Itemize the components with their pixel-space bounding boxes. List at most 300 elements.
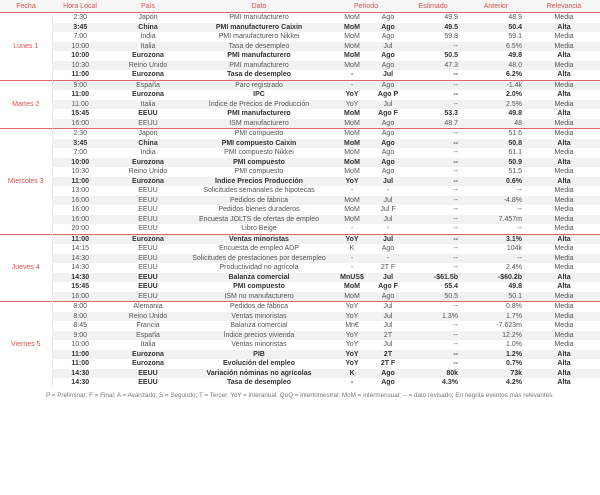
cell-estimado: -- <box>402 254 464 264</box>
cell-unidad: YoY <box>345 360 359 367</box>
cell-pais: Eurozona <box>132 360 164 367</box>
table-row <box>0 282 600 292</box>
cell-unidad: - <box>330 80 374 90</box>
cell-estimado: -- <box>402 139 464 149</box>
cell-dato: PMI manufacturero Nikkei <box>218 33 300 40</box>
cell-pais: EEUU <box>108 254 188 264</box>
cell-anterior: 2.0% <box>506 91 523 98</box>
cell-anterior: 6.5% <box>464 42 528 52</box>
cell-unidad: MoM <box>330 119 374 129</box>
cell-relevancia: Media <box>528 292 600 302</box>
cell-pais: EEUU <box>108 196 188 206</box>
day-label: Lunes 1 <box>0 13 52 81</box>
cell-hora: 10:00 <box>52 42 108 52</box>
cell-estimado: -- <box>402 350 464 360</box>
cell-hora: 9:00 <box>52 331 108 341</box>
cell-relevancia: Media <box>528 254 600 264</box>
cell-unidad: YoY <box>330 100 374 110</box>
cell-hora: 8:45 <box>73 322 88 329</box>
cell-hora: 14:30 <box>71 379 90 386</box>
cell-anterior: 1.0% <box>506 341 523 348</box>
cell-anterior: 59.1 <box>508 33 523 40</box>
cell-estimado: -- <box>453 71 459 78</box>
cell-relevancia: Media <box>554 33 574 40</box>
cell-hora: 16:00 <box>52 119 108 129</box>
cell-periodo: Jul <box>374 215 402 225</box>
table-row <box>0 119 600 129</box>
cell-relevancia: Alta <box>528 158 600 168</box>
cell-anterior: 104k <box>506 245 523 252</box>
cell-unidad: YoY <box>330 350 374 360</box>
cell-estimado: 4.3% <box>442 379 459 386</box>
cell-periodo: Jul <box>374 177 402 187</box>
cell-unidad: K <box>349 245 355 252</box>
cell-estimado: -$61.5b <box>402 273 464 283</box>
cell-estimado: 1.3% <box>402 312 464 322</box>
cell-dato: Variación nóminas no agrícolas <box>188 369 330 379</box>
cell-hora: 8:00 <box>52 302 108 312</box>
cell-hora: 9:00 <box>52 80 108 90</box>
cell-hora: 16:00 <box>52 292 108 302</box>
cell-dato: PMI compuesto <box>188 158 330 168</box>
cell-anterior: 73k <box>464 369 528 379</box>
cell-estimado: 50.5 <box>402 292 464 302</box>
cell-relevancia: Media <box>528 61 600 71</box>
cell-dato: PIB <box>188 350 330 360</box>
cell-periodo: Jul <box>374 273 402 283</box>
cell-estimado: 80k <box>402 369 464 379</box>
cell-unidad: MoM <box>330 129 374 139</box>
cell-relevancia: Alta <box>528 177 600 187</box>
table-row <box>0 331 600 341</box>
cell-dato: Tasa de desempleo <box>188 42 330 52</box>
table-row <box>0 70 600 80</box>
cell-dato: PMI compuesto <box>234 168 284 175</box>
cell-periodo: Ago <box>374 292 402 302</box>
cell-estimado: -- <box>453 341 459 348</box>
cell-pais: Eurozona <box>132 71 164 78</box>
cell-hora: 10:00 <box>52 158 108 168</box>
cell-pais: Reino Unido <box>108 61 188 71</box>
cell-estimado: -- <box>453 187 459 194</box>
cell-estimado: 49.9 <box>402 13 464 23</box>
table-row <box>0 273 600 283</box>
cell-periodo: Jul <box>383 322 393 329</box>
cell-anterior: 6.2% <box>506 71 523 78</box>
cell-anterior: 1.2% <box>464 350 528 360</box>
cell-hora: 15:45 <box>71 283 90 290</box>
cell-hora: 11:00 <box>71 91 90 98</box>
cell-hora: 14:30 <box>52 273 108 283</box>
cell-dato: PMI compuesto <box>188 129 330 139</box>
cell-periodo: Ago <box>374 139 402 149</box>
cell-unidad: MoM <box>344 168 360 175</box>
cell-anterior: 50.9 <box>464 158 528 168</box>
cell-anterior: 0.7% <box>506 360 523 367</box>
cell-estimado: 49.5 <box>402 23 464 33</box>
cell-dato: Ventas minoristas <box>188 234 330 244</box>
header-pais: País <box>108 0 188 13</box>
cell-anterior: 49.8 <box>508 283 523 290</box>
cell-estimado: -- <box>453 206 459 213</box>
cell-anterior: -4.8% <box>464 196 528 206</box>
cell-hora: 14:30 <box>52 254 108 264</box>
cell-periodo: 2T F <box>380 360 396 367</box>
cell-relevancia: Media <box>528 196 600 206</box>
cell-unidad: YoY <box>345 91 359 98</box>
table-row <box>0 51 600 61</box>
cell-unidad: MoM <box>330 215 374 225</box>
cell-hora: 2:30 <box>52 129 108 139</box>
table-row <box>0 23 600 33</box>
cell-dato: Tasa de desempleo <box>226 379 292 386</box>
cell-relevancia: Media <box>528 42 600 52</box>
cell-relevancia: Alta <box>528 369 600 379</box>
cell-anterior: 2.4% <box>506 264 523 271</box>
cell-dato: Ventas minoristas <box>231 341 287 348</box>
cell-unidad: MoM <box>330 42 374 52</box>
cell-pais: Eurozona <box>132 91 164 98</box>
cell-dato: Libro Beige <box>241 225 277 232</box>
cell-periodo: Jul <box>382 71 394 78</box>
cell-dato: ISM manufacturero <box>188 119 330 129</box>
cell-hora: 3:45 <box>52 139 108 149</box>
cell-unidad: YoY <box>330 302 374 312</box>
table-row <box>0 378 600 388</box>
cell-relevancia: Alta <box>557 71 571 78</box>
cell-estimado: -- <box>402 42 464 52</box>
cell-unidad: MoM <box>344 206 360 213</box>
cell-dato: Pedidos de fábrica <box>188 302 330 312</box>
cell-pais: Francia <box>136 322 160 329</box>
table-row <box>0 100 600 110</box>
table-row <box>0 177 600 187</box>
cell-relevancia: Alta <box>557 52 571 59</box>
cell-estimado: -- <box>402 100 464 110</box>
cell-unidad: MoM <box>330 139 374 149</box>
table-row <box>0 244 600 254</box>
cell-unidad: MnUS$ <box>330 273 374 283</box>
table-row <box>0 350 600 360</box>
cell-hora: 16:00 <box>71 206 90 213</box>
table-row <box>0 129 600 139</box>
cell-unidad: YoY <box>330 331 374 341</box>
cell-hora: 11:00 <box>71 71 90 78</box>
cell-estimado: 50.5 <box>444 52 459 59</box>
header-fecha: Fecha <box>0 0 52 13</box>
cell-unidad: MoM <box>330 23 374 33</box>
cell-estimado: -- <box>402 158 464 168</box>
cell-periodo: Ago <box>374 119 402 129</box>
cell-dato: PMI manufacturero <box>188 61 330 71</box>
cell-periodo: Jul <box>374 196 402 206</box>
cell-unidad: YoY <box>330 177 374 187</box>
cell-unidad: - <box>350 187 354 194</box>
table-row <box>0 186 600 196</box>
table-row <box>0 312 600 322</box>
cell-periodo: Ago <box>374 80 402 90</box>
cell-hora: 20:00 <box>71 225 90 232</box>
cell-anterior: 3.1% <box>464 234 528 244</box>
cell-hora: 15:45 <box>71 110 90 117</box>
cell-dato: Productividad no agrícola <box>219 264 299 271</box>
cell-relevancia: Alta <box>557 110 571 117</box>
cell-periodo: 2T <box>374 331 402 341</box>
table-row <box>0 224 600 234</box>
cell-anterior: 50.1 <box>464 292 528 302</box>
header-estimado: Estimado <box>402 0 464 13</box>
table-row <box>0 302 600 312</box>
cell-periodo: Ago <box>381 52 395 59</box>
day-label: Miercoles 3 <box>0 129 52 235</box>
cell-dato: PMI manufacturero <box>188 13 330 23</box>
cell-estimado: -- <box>402 177 464 187</box>
cell-pais: Eurozona <box>108 177 188 187</box>
cell-pais: EEUU <box>138 379 158 386</box>
cell-relevancia: Alta <box>557 91 571 98</box>
cell-unidad: MoM <box>330 292 374 302</box>
cell-anterior: 1.7% <box>464 312 528 322</box>
cell-relevancia: Media <box>554 225 574 232</box>
header-anterior: Anterior <box>464 0 528 13</box>
cell-pais: España <box>108 80 188 90</box>
cell-hora: 7:00 <box>73 149 88 156</box>
cell-anterior: 7.457m <box>464 215 528 225</box>
cell-anterior: 0.8% <box>464 302 528 312</box>
cell-hora: 14:15 <box>71 245 90 252</box>
cell-hora: 11:00 <box>52 100 108 110</box>
cell-dato: Tasa de desempleo <box>226 71 292 78</box>
cell-dato: PMI manufacturero <box>227 110 291 117</box>
cell-pais: China <box>108 139 188 149</box>
cell-estimado: -- <box>453 168 459 175</box>
cell-periodo: Ago <box>374 61 402 71</box>
cell-hora: 14:30 <box>52 369 108 379</box>
cell-anterior: 12.2% <box>464 331 528 341</box>
table-row <box>0 369 600 379</box>
cell-anterior: -7.623m <box>496 322 523 329</box>
cell-estimado: -- <box>453 264 459 271</box>
cell-periodo: Ago F <box>378 110 398 117</box>
cell-estimado: -- <box>402 196 464 206</box>
cell-relevancia: Alta <box>528 350 600 360</box>
day-label: Martes 2 <box>0 80 52 129</box>
cell-anterior: 51.5 <box>508 168 523 175</box>
table-row <box>0 109 600 119</box>
cell-pais: Reino Unido <box>128 168 168 175</box>
cell-pais: Eurozona <box>108 158 188 168</box>
cell-relevancia: Media <box>554 206 574 213</box>
cell-periodo: Ago <box>381 168 395 175</box>
cell-unidad: YoY <box>330 312 374 322</box>
cell-unidad: K <box>330 369 374 379</box>
cell-periodo: Jul <box>374 100 402 110</box>
cell-periodo: Ago <box>381 149 395 156</box>
cell-estimado: -- <box>453 322 459 329</box>
cell-hora: 10:30 <box>52 61 108 71</box>
cell-dato: Encuesta de empleo ADP <box>219 245 299 252</box>
table-row <box>0 167 600 177</box>
cell-relevancia: Alta <box>528 273 600 283</box>
cell-periodo: Ago <box>374 369 402 379</box>
cell-anterior: -- <box>517 187 523 194</box>
cell-pais: EEUU <box>138 283 158 290</box>
cell-periodo: Jul <box>374 312 402 322</box>
cell-dato: IPC <box>253 91 265 98</box>
cell-relevancia: Alta <box>528 139 600 149</box>
cell-unidad: - <box>350 264 354 271</box>
cell-pais: Italia <box>140 341 156 348</box>
header-hora: Hora Local <box>52 0 108 13</box>
table-row <box>0 234 600 244</box>
cell-estimado: -- <box>402 129 464 139</box>
table-row <box>0 90 600 100</box>
cell-periodo: Ago F <box>378 283 398 290</box>
cell-pais: EEUU <box>138 264 158 271</box>
cell-relevancia: Media <box>528 312 600 322</box>
cell-relevancia: Media <box>554 341 574 348</box>
cell-unidad: Mn€ <box>345 322 359 329</box>
cell-unidad: - <box>350 225 354 232</box>
cell-pais: EEUU <box>108 215 188 225</box>
cell-pais: EEUU <box>138 225 158 232</box>
header-dato: Dato <box>188 0 330 13</box>
cell-hora: 11:00 <box>71 360 90 367</box>
cell-relevancia: Media <box>528 80 600 90</box>
cell-anterior: -- <box>517 225 523 232</box>
table-row <box>0 61 600 71</box>
cell-relevancia: Media <box>528 100 600 110</box>
cell-anterior: 4.2% <box>506 379 523 386</box>
cell-dato: Índice precios vivienda <box>188 331 330 341</box>
cell-pais: Eurozona <box>108 234 188 244</box>
cell-dato: PMI compuesto Nikkei <box>224 149 294 156</box>
cell-estimado: -- <box>402 302 464 312</box>
cell-periodo: Ago <box>374 129 402 139</box>
cell-dato: Encuesta JOLTS de ofertas de empleo <box>188 215 330 225</box>
cell-hora: 8:00 <box>52 312 108 322</box>
cell-estimado: -- <box>453 149 459 156</box>
cell-pais: India <box>140 33 156 40</box>
cell-pais: EEUU <box>108 292 188 302</box>
table-row <box>0 196 600 206</box>
cell-hora: 16:00 <box>52 215 108 225</box>
cell-pais: EEUU <box>138 187 158 194</box>
cell-periodo: Ago <box>374 13 402 23</box>
cell-unidad: MoM <box>330 61 374 71</box>
cell-dato: Pedidos de fábrica <box>188 196 330 206</box>
cell-unidad: MoM <box>344 33 360 40</box>
cell-relevancia: Alta <box>528 234 600 244</box>
cell-relevancia: Media <box>554 322 574 329</box>
cell-relevancia: Alta <box>557 283 571 290</box>
table-row <box>0 42 600 52</box>
cell-relevancia: Media <box>528 119 600 129</box>
cell-relevancia: Media <box>554 149 574 156</box>
cell-anterior: 48.0 <box>464 61 528 71</box>
cell-periodo: Jul <box>374 234 402 244</box>
day-label: Jueves 4 <box>0 234 52 302</box>
cell-hora: 11:00 <box>52 234 108 244</box>
cell-unidad: YoY <box>345 341 359 348</box>
table-row <box>0 205 600 215</box>
cell-dato: PMI manufacturero Caixin <box>188 23 330 33</box>
cell-anterior: 48.9 <box>464 13 528 23</box>
cell-unidad: MoM <box>330 13 374 23</box>
cell-dato: Paro registrado <box>188 80 330 90</box>
cell-unidad: MoM <box>344 149 360 156</box>
cell-unidad: YoY <box>330 234 374 244</box>
cell-hora: 10:00 <box>71 341 90 348</box>
cell-pais: Reino Unido <box>108 312 188 322</box>
cell-estimado: 53.3 <box>444 110 459 117</box>
cell-dato: Pedidos bienes duraderos <box>218 206 300 213</box>
cell-pais: EEUU <box>138 110 158 117</box>
cell-periodo: Jul <box>383 341 393 348</box>
cell-hora: 2:30 <box>52 13 108 23</box>
cell-anterior: -$60.2b <box>464 273 528 283</box>
legend-note: P = Preliminar; F = Final; A = Avanzado; S = Segundo; T = Tercer. YoY = interanual; QoQ = intertrimestral; MoM = intermensual; -- = dato revisado; En negrita eventos más relevantes. <box>45 391 555 399</box>
cell-anterior: 51.6 <box>464 129 528 139</box>
cell-unidad: - <box>330 254 374 264</box>
cell-unidad: - <box>350 71 354 78</box>
table-row <box>0 13 600 23</box>
cell-periodo: Jul <box>374 302 402 312</box>
cell-hora: 11:00 <box>52 177 108 187</box>
cell-periodo: Jul F <box>380 206 396 213</box>
cell-relevancia: Media <box>528 302 600 312</box>
cell-estimado: -- <box>402 331 464 341</box>
cell-dato: PMI compuesto Caixin <box>188 139 330 149</box>
cell-pais: Italia <box>108 100 188 110</box>
cell-hora: 7:00 <box>73 33 88 40</box>
cell-estimado: -- <box>453 245 459 252</box>
cell-relevancia: Media <box>554 264 574 271</box>
cell-pais: EEUU <box>108 369 188 379</box>
cell-estimado: -- <box>402 215 464 225</box>
cell-pais: EEUU <box>108 119 188 129</box>
cell-unidad: MoM <box>330 158 374 168</box>
cell-estimado: -- <box>402 234 464 244</box>
cell-periodo: - <box>386 225 390 232</box>
cell-periodo: 2T <box>374 350 402 360</box>
cell-hora: 3:45 <box>52 23 108 33</box>
table-row <box>0 158 600 168</box>
table-row <box>0 321 600 331</box>
cell-periodo: Ago <box>381 245 395 252</box>
cell-pais: Italia <box>108 42 188 52</box>
table-header-row <box>0 0 600 13</box>
cell-periodo: 2T F <box>380 264 396 271</box>
cell-unidad: MoM <box>330 196 374 206</box>
cell-hora: 11:00 <box>52 350 108 360</box>
cell-periodo: - <box>374 254 402 264</box>
cell-dato: Evolución del empleo <box>223 360 295 367</box>
cell-anterior: 61.1 <box>508 149 523 156</box>
cell-relevancia: Alta <box>557 360 571 367</box>
table-row <box>0 148 600 158</box>
table-row <box>0 32 600 42</box>
cell-hora: 16:00 <box>52 196 108 206</box>
cell-dato: Balanza comercial <box>230 322 288 329</box>
cell-estimado: -- <box>453 225 459 232</box>
cell-anterior: 50.8 <box>464 139 528 149</box>
cell-dato: PMI manufacturero <box>227 52 291 59</box>
table-body <box>0 13 600 388</box>
header-relevancia: Relevancia <box>528 0 600 13</box>
cell-unidad: - <box>350 379 354 386</box>
cell-dato: PMI compuesto <box>233 283 285 290</box>
